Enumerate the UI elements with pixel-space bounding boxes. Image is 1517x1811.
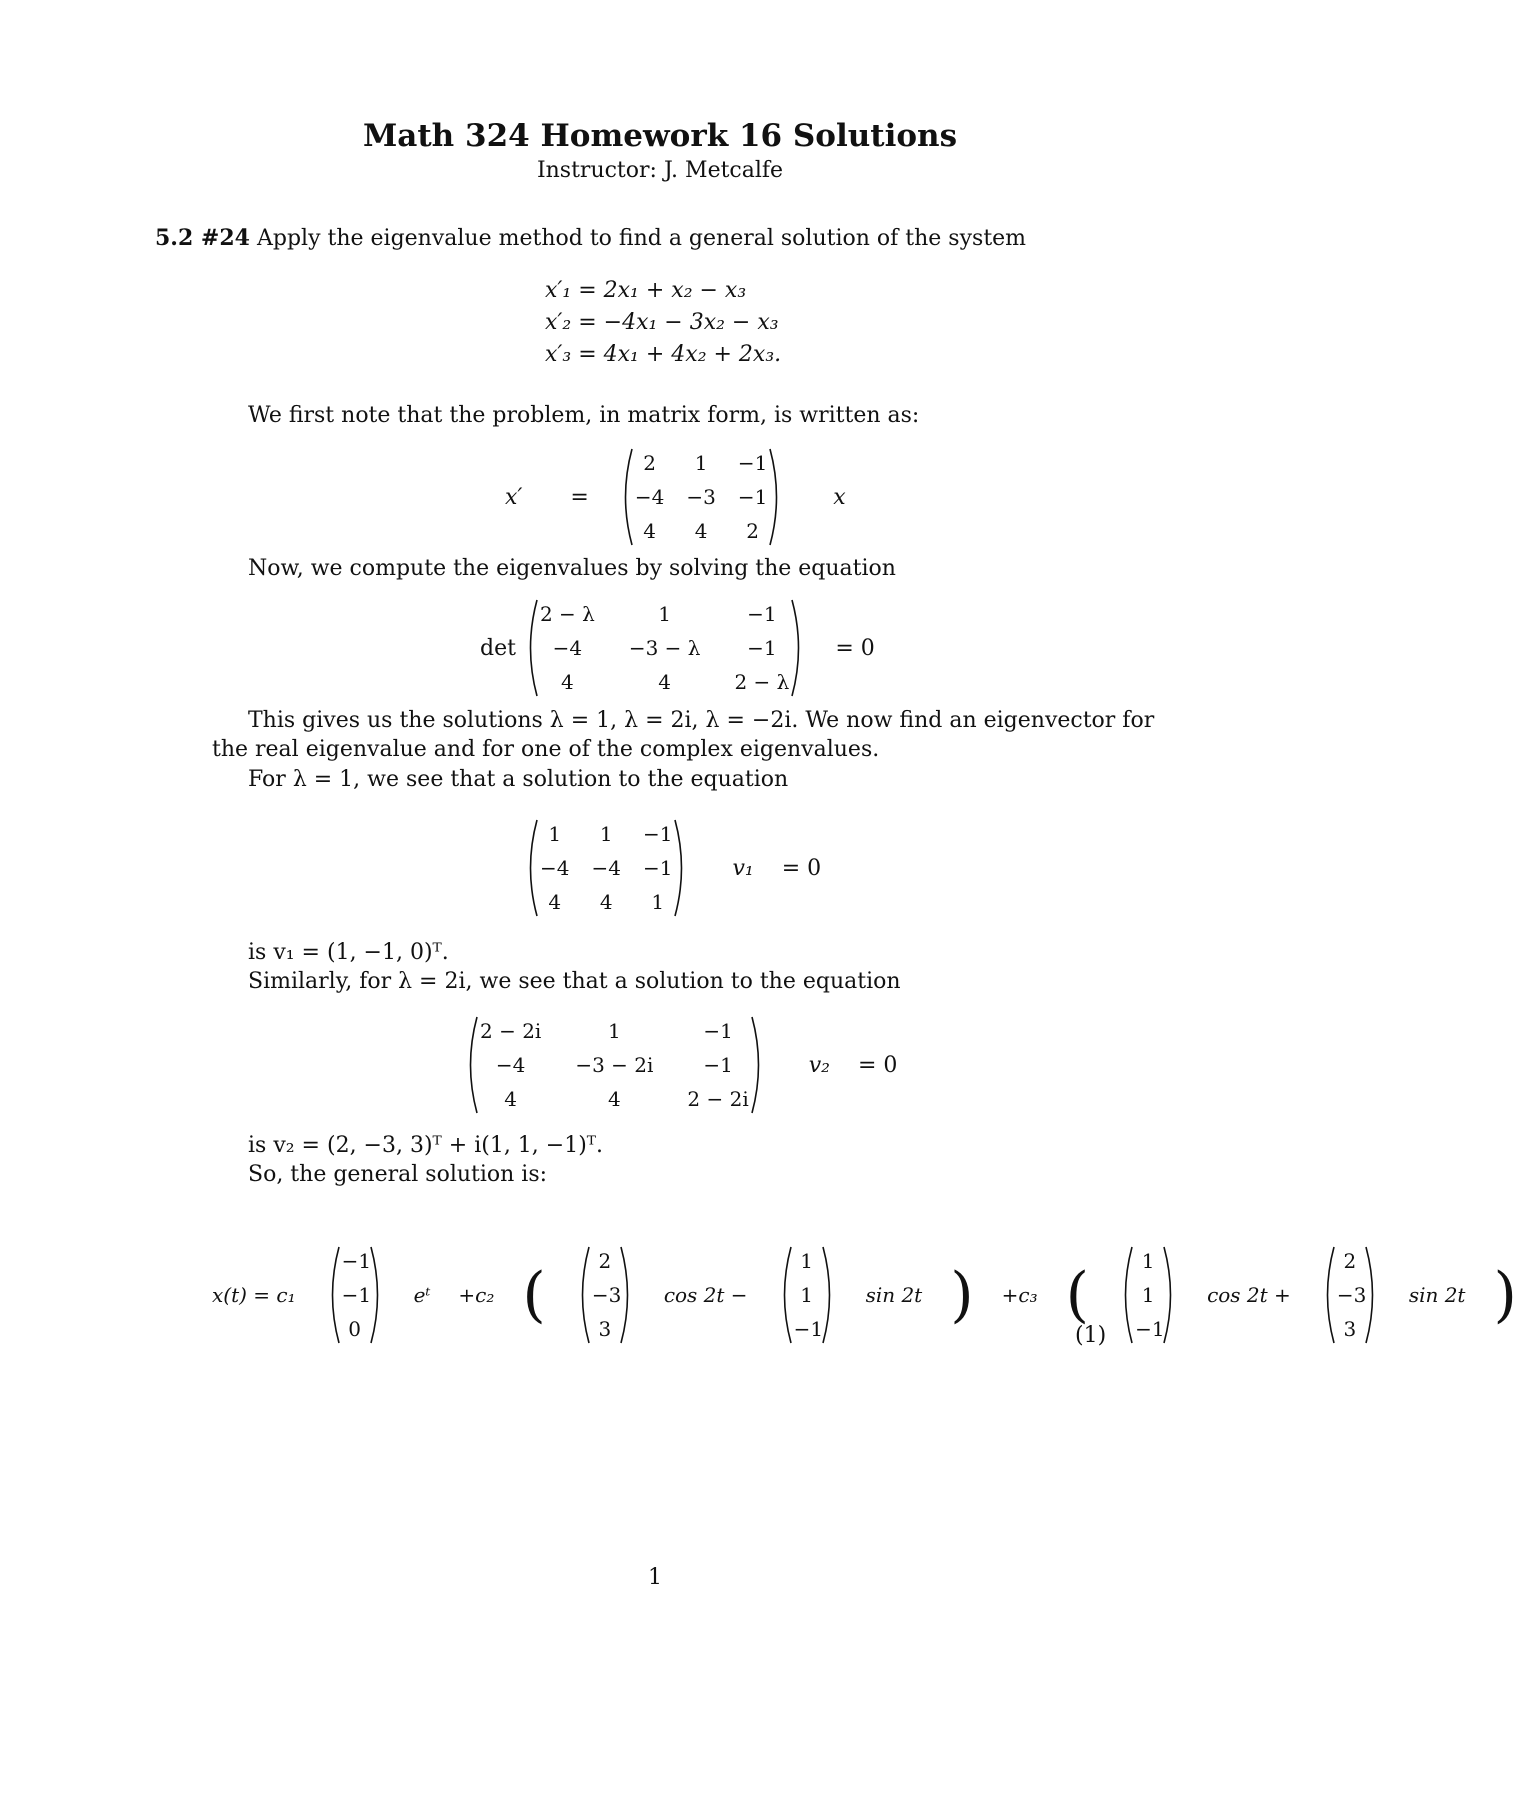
cell: 2 xyxy=(1343,1249,1357,1273)
v2-symbol: v₂ xyxy=(808,1052,830,1078)
x-prime: x′ xyxy=(505,484,523,510)
left-paren-icon xyxy=(1117,1245,1135,1345)
cell: 1 xyxy=(1141,1283,1155,1307)
det-matrix xyxy=(522,598,807,698)
big-left-paren-icon: ( xyxy=(1065,1260,1090,1330)
right-paren-icon xyxy=(749,1015,767,1115)
cell: 2 − 2i xyxy=(687,1087,749,1111)
right-paren-icon xyxy=(767,447,785,547)
right-paren-icon xyxy=(820,1245,838,1345)
cell: 4 xyxy=(608,1087,621,1111)
equals-zero: = 0 xyxy=(857,1052,898,1078)
vector-va-grid xyxy=(591,1246,622,1344)
cell: −3 − λ xyxy=(628,636,701,660)
left-paren-icon xyxy=(776,1245,794,1345)
ode-row-1: x′₁ = 2x₁ + x₂ − x₃ xyxy=(545,278,747,303)
big-right-paren-icon: ) xyxy=(950,1260,974,1330)
page-title: Math 324 Homework 16 Solutions xyxy=(362,118,958,154)
cell: −1 xyxy=(793,1317,824,1341)
equals-sign: = xyxy=(570,484,589,510)
v1-symbol: v₁ xyxy=(732,855,754,881)
cell: −3 xyxy=(591,1283,622,1307)
cell: −1 xyxy=(642,856,673,880)
eigen-intro-text: Now, we compute the eigenvalues by solving the equation xyxy=(248,556,896,581)
cell: 4 xyxy=(658,670,672,694)
sin-term-1: sin 2t xyxy=(865,1283,923,1307)
left-paren-icon xyxy=(617,447,635,547)
right-paren-icon xyxy=(368,1245,386,1345)
ode-row-2: x′₂ = −4x₁ − 3x₂ − x₃ xyxy=(545,310,779,335)
right-paren-icon xyxy=(618,1245,636,1345)
right-paren-icon xyxy=(1363,1245,1381,1345)
x-vector: x xyxy=(833,484,846,510)
cell: 1 xyxy=(694,451,708,475)
right-paren-icon xyxy=(672,818,690,918)
cell: 4 xyxy=(504,1087,518,1111)
v1-matrix-grid xyxy=(540,819,672,917)
cell: 4 xyxy=(599,890,613,914)
cell: −1 xyxy=(703,1019,733,1043)
left-paren-icon xyxy=(574,1245,592,1345)
coefficient-matrix-grid xyxy=(635,448,767,546)
matrix-equation xyxy=(505,447,846,547)
cell: 2 − 2i xyxy=(480,1019,542,1043)
vector-vb-grid xyxy=(793,1246,824,1344)
cell: 1 xyxy=(599,822,613,846)
cell: 2 xyxy=(746,519,759,543)
cos-term-1: cos 2t − xyxy=(663,1283,748,1307)
ode-system xyxy=(545,275,781,371)
cell: −1 xyxy=(1135,1317,1165,1341)
cell: 2 xyxy=(643,451,656,475)
general-intro-text: So, the general solution is: xyxy=(248,1162,548,1187)
vector-vc-grid xyxy=(1135,1246,1165,1344)
cell: 1 xyxy=(658,602,672,626)
left-paren-icon xyxy=(1319,1245,1337,1345)
c3-term: +c₃ xyxy=(1001,1283,1038,1307)
general-solution xyxy=(212,1245,1517,1345)
problem-text: Apply the eigenvalue method to find a general solution of the system xyxy=(256,226,1027,251)
v2-matrix-grid xyxy=(480,1016,749,1114)
cell: 1 xyxy=(651,890,665,914)
cos-term-2: cos 2t + xyxy=(1207,1283,1291,1307)
big-right-paren-icon: ) xyxy=(1493,1260,1517,1330)
problem-label: 5.2 #24 xyxy=(155,225,250,251)
cell: 1 xyxy=(608,1019,621,1043)
v1-equation xyxy=(522,818,821,918)
v1-result-text: is v₁ = (1, −1, 0)ᵀ. xyxy=(248,940,449,965)
cell: 3 xyxy=(1343,1317,1357,1341)
matrix-form-text: We first note that the problem, in matrix form, is written as: xyxy=(248,403,920,428)
cell: 2 − λ xyxy=(734,670,790,694)
v2-equation xyxy=(462,1015,897,1115)
vector-va xyxy=(574,1245,636,1345)
vector-v0-grid xyxy=(341,1246,372,1344)
left-paren-icon xyxy=(522,598,540,698)
cell: −4 xyxy=(540,856,570,880)
det-matrix-grid xyxy=(540,599,789,697)
cell: −1 xyxy=(341,1283,372,1307)
page-number: 1 xyxy=(648,1565,662,1590)
cell: −1 xyxy=(737,451,768,475)
cell: 2 − λ xyxy=(539,602,595,626)
cell: 0 xyxy=(348,1317,361,1341)
cell: −4 xyxy=(591,856,621,880)
cell: 4 xyxy=(694,519,708,543)
cell: −3 xyxy=(686,485,716,509)
cell: 3 xyxy=(598,1317,612,1341)
cell: 2 xyxy=(598,1249,612,1273)
exp-term: eᵗ xyxy=(413,1283,431,1307)
vector-vd-grid xyxy=(1336,1246,1367,1344)
vector-v0 xyxy=(324,1245,386,1345)
cell: −1 xyxy=(747,636,777,660)
cell: −4 xyxy=(495,1053,526,1077)
cell: 1 xyxy=(1141,1249,1155,1273)
cell: −1 xyxy=(747,602,777,626)
cell: 4 xyxy=(561,670,574,694)
cell: −1 xyxy=(703,1053,733,1077)
vector-vb xyxy=(776,1245,838,1345)
lambda1-intro-text: For λ = 1, we see that a solution to the equation xyxy=(248,767,789,792)
right-paren-icon xyxy=(1161,1245,1179,1345)
cell: −1 xyxy=(737,485,768,509)
cell: −4 xyxy=(552,636,583,660)
cell: −1 xyxy=(642,822,673,846)
det-label: det xyxy=(480,635,516,661)
cell: 4 xyxy=(643,519,656,543)
equals-zero: = 0 xyxy=(781,855,822,881)
v2-matrix xyxy=(462,1015,767,1115)
v1-matrix xyxy=(522,818,690,918)
left-paren-icon xyxy=(462,1015,480,1115)
v2-result-text: is v₂ = (2, −3, 3)ᵀ + i(1, 1, −1)ᵀ. xyxy=(248,1133,604,1158)
vector-vc xyxy=(1117,1245,1179,1345)
solutions-text-2: the real eigenvalue and for one of the complex eigenvalues. xyxy=(212,737,880,762)
equation-number: (1) xyxy=(1075,1323,1107,1348)
vector-vd xyxy=(1319,1245,1381,1345)
cell: −3 − 2i xyxy=(575,1053,654,1077)
c2-term: +c₂ xyxy=(458,1283,495,1307)
problem-statement xyxy=(155,225,1026,251)
right-paren-icon xyxy=(789,598,807,698)
cell: −3 xyxy=(1336,1283,1367,1307)
big-left-paren-icon: ( xyxy=(522,1260,546,1330)
general-lhs: x(t) = c₁ xyxy=(212,1283,296,1307)
cell: 1 xyxy=(800,1283,813,1307)
lambda2-intro-text: Similarly, for λ = 2i, we see that a solution to the equation xyxy=(248,969,901,994)
sin-term-2: sin 2t xyxy=(1408,1283,1466,1307)
cell: −1 xyxy=(341,1249,372,1273)
determinant-equation xyxy=(480,598,875,698)
left-paren-icon xyxy=(324,1245,342,1345)
coefficient-matrix xyxy=(617,447,785,547)
instructor-line: Instructor: J. Metcalfe xyxy=(536,158,784,183)
cell: 1 xyxy=(800,1249,813,1273)
cell: −4 xyxy=(634,485,665,509)
solutions-text-1: This gives us the solutions λ = 1, λ = 2i, λ = −2i. We now find an eigenvector for xyxy=(248,708,1155,733)
equals-zero: = 0 xyxy=(835,635,875,661)
ode-row-3: x′₃ = 4x₁ + 4x₂ + 2x₃. xyxy=(545,342,782,367)
cell: 1 xyxy=(548,822,562,846)
left-paren-icon xyxy=(522,818,540,918)
cell: 4 xyxy=(548,890,562,914)
